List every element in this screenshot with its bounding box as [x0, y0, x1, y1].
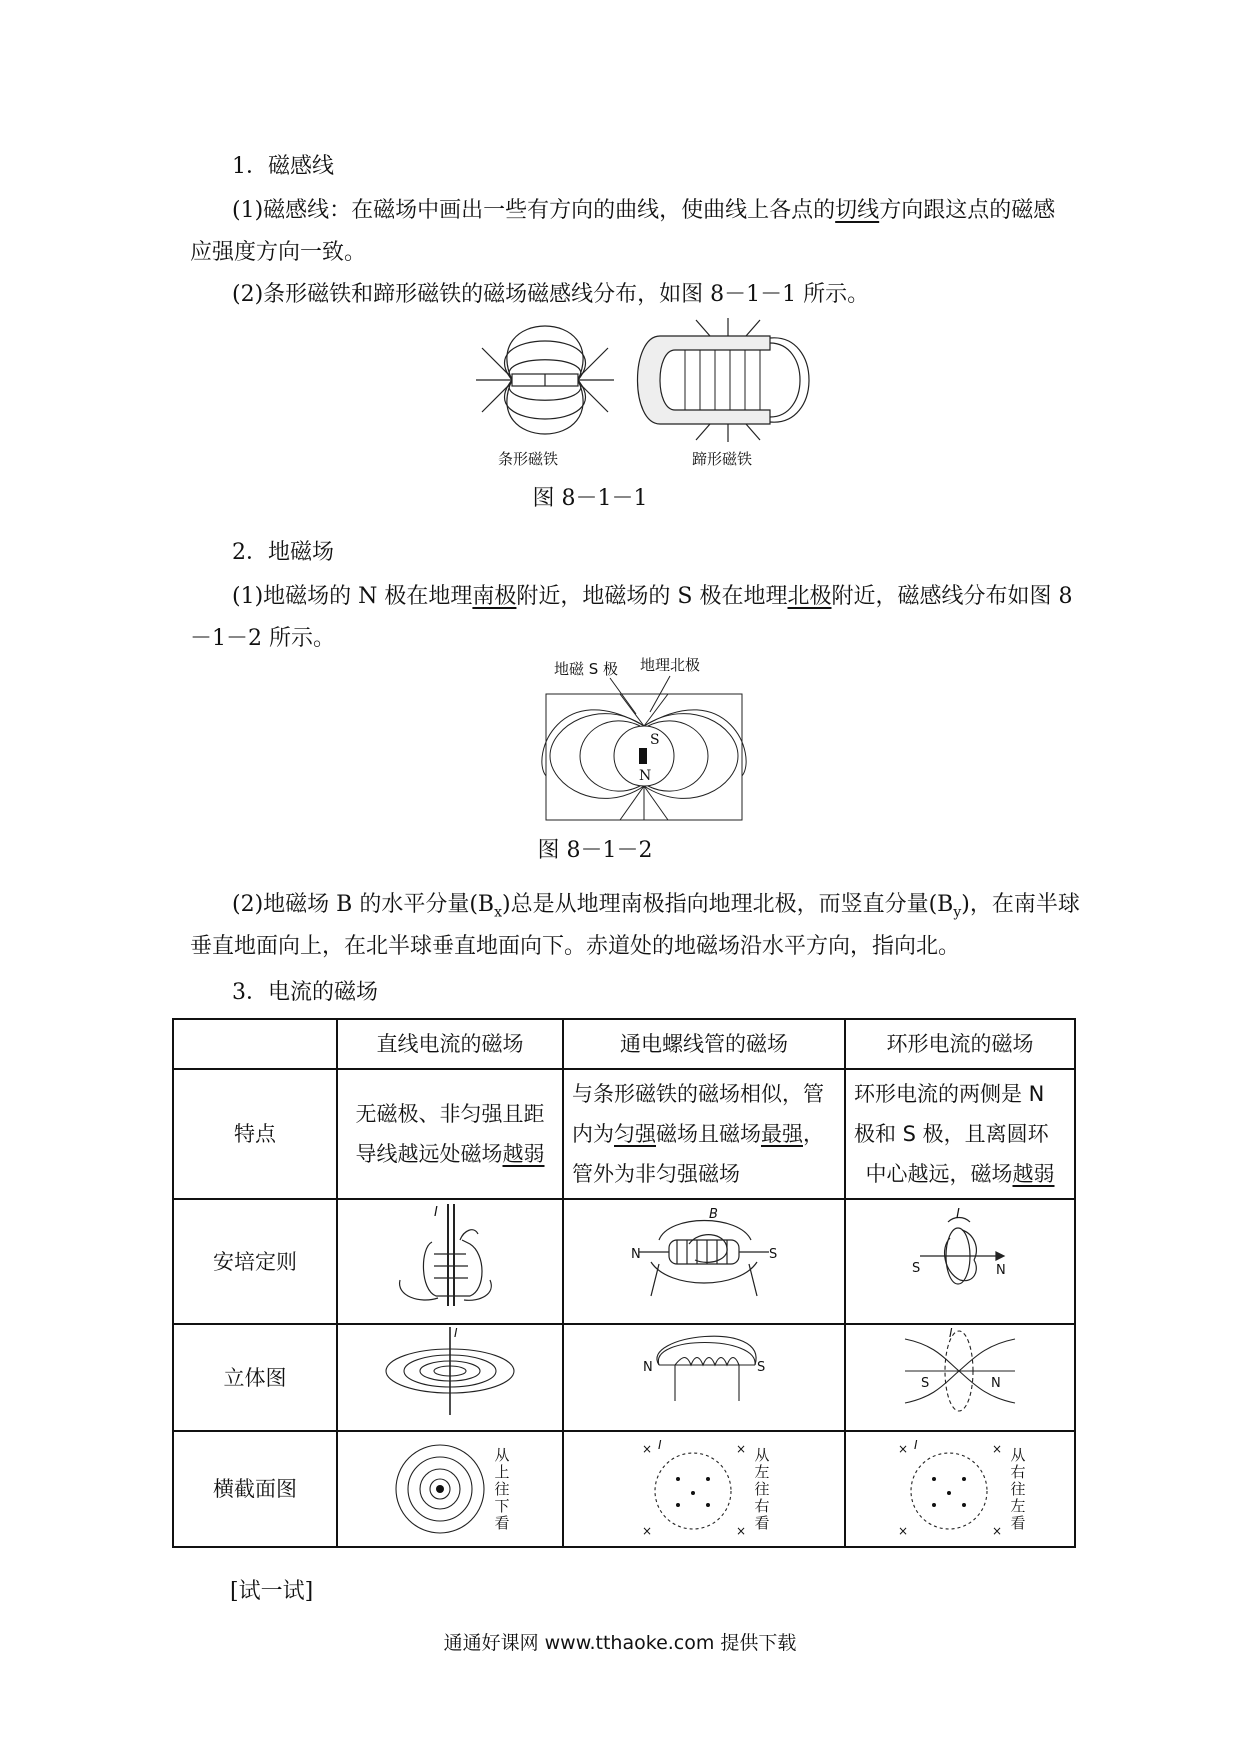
straight-wire-cross-section [390, 1439, 490, 1539]
fig-label-horseshoe-magnet: 蹄形磁铁 [692, 450, 753, 468]
section-1-paragraph-1: (1)磁感线：在磁场中画出一些有方向的曲线，使曲线上各点的切线方向跟这点的磁感 [232, 198, 1056, 223]
svg-text:×: × [736, 1442, 747, 1456]
svg-text:×: × [736, 1524, 747, 1538]
cell-stereo-loop [845, 1324, 1075, 1431]
cell-cross-straight [337, 1431, 563, 1547]
section-1-paragraph-1-cont: 应强度方向一致。 [190, 240, 367, 265]
row-label-cross-section: 横截面图 [173, 1431, 337, 1547]
page-footer: 通通好课网 www.tthaoke.com 提供下载 [443, 1632, 797, 1654]
svg-text:I: I [956, 1207, 960, 1222]
table-row-ampere [173, 1199, 1075, 1324]
solenoid-cross-section [638, 1439, 748, 1539]
table-header-straight: 直线电流的磁场 [337, 1019, 563, 1069]
note-right-left: 从 右 往 左 看 [1010, 1445, 1026, 1532]
right-hand-loop-icon [900, 1200, 1020, 1310]
solenoid-field-3d [629, 1325, 779, 1417]
figure-earth-magnetic-field [540, 656, 750, 824]
table-row-feature [173, 1069, 1075, 1199]
section-2-paragraph-1-cont: －1－2 所示。 [190, 626, 335, 651]
fig-label-geographic-north: 地理北极 [640, 656, 701, 674]
svg-text:I: I [914, 1439, 919, 1452]
svg-text:S: S [912, 1261, 921, 1276]
table-header-loop: 环形电流的磁场 [845, 1019, 1075, 1069]
svg-text:N: N [631, 1247, 641, 1262]
fig-label-bar-magnet: 条形磁铁 [498, 450, 559, 468]
section-2-paragraph-1: (1)地磁场的 N 极在地理南极附近，地磁场的 S 极在地理北极附近，磁感线分布如图 8 [232, 584, 1073, 609]
note-top-down: 从 上 往 下 看 [494, 1445, 510, 1532]
right-hand-straight-wire-icon [390, 1200, 510, 1310]
cell-cross-loop [845, 1431, 1075, 1547]
svg-text:×: × [992, 1442, 1003, 1456]
section-2-heading: 2．地磁场 [232, 540, 334, 565]
svg-text:×: × [642, 1442, 653, 1456]
table-row-stereo [173, 1324, 1075, 1431]
cell-ampere-loop [845, 1199, 1075, 1324]
try-it-label: [试一试] [230, 1579, 314, 1604]
svg-text:S: S [769, 1247, 778, 1262]
svg-text:I: I [454, 1326, 458, 1340]
loop-field-3d [895, 1325, 1025, 1417]
cell-feature-solenoid: 与条形磁铁的磁场相似，管 内为匀强磁场且磁场最强， 管外为非匀强磁场 [563, 1069, 845, 1199]
svg-text:N: N [996, 1263, 1006, 1278]
section-1-heading: 1．磁感线 [232, 154, 334, 179]
cell-stereo-straight [337, 1324, 563, 1431]
cell-ampere-straight [337, 1199, 563, 1324]
row-label-ampere: 安培定则 [173, 1199, 337, 1324]
svg-text:×: × [992, 1524, 1003, 1538]
figure-8-1-1-caption: 图 8－1－1 [532, 486, 648, 511]
svg-text:×: × [642, 1524, 653, 1538]
svg-text:N: N [643, 1360, 653, 1375]
row-label-feature: 特点 [173, 1069, 337, 1199]
figure-8-1-2-caption: 图 8－1－2 [537, 838, 653, 863]
loop-cross-section [894, 1439, 1004, 1539]
table-header-empty [173, 1019, 337, 1069]
cell-stereo-solenoid [563, 1324, 845, 1431]
table-row-cross-section [173, 1431, 1075, 1547]
cell-feature-loop: 环形电流的两侧是 N 极和 S 极，且离圆环 中心越远，磁场越弱 [845, 1069, 1075, 1199]
note-left-right: 从 左 往 右 看 [754, 1445, 770, 1532]
figure-magnet-field-lines [470, 318, 810, 468]
svg-text:N: N [991, 1376, 1001, 1391]
svg-text:×: × [898, 1524, 909, 1538]
fig-pole-n: N [639, 768, 652, 784]
svg-text:I: I [949, 1326, 953, 1340]
svg-text:S: S [921, 1376, 930, 1391]
straight-wire-field-3d [380, 1325, 520, 1417]
svg-text:×: × [898, 1442, 909, 1456]
row-label-stereo: 立体图 [173, 1324, 337, 1431]
section-2-paragraph-2: (2)地磁场 B 的水平分量$(B_x)$总是从地理南极指向地理北极，而竖直分量$(B_y)$，在南半球 [232, 892, 1080, 921]
section-1-paragraph-2: (2)条形磁铁和蹄形磁铁的磁场磁感线分布，如图 8－1－1 所示。 [232, 282, 870, 307]
fig-pole-s: S [650, 732, 660, 748]
svg-text:S: S [757, 1360, 766, 1375]
svg-text:I: I [658, 1439, 663, 1452]
cell-feature-straight: 无磁极、非匀强且距 导线越远处磁场越弱 [337, 1069, 563, 1199]
fig-label-geomagnetic-s: 地磁 S 极 [554, 660, 619, 678]
cell-ampere-solenoid [563, 1199, 845, 1324]
section-2-paragraph-2-cont: 垂直地面向上，在北半球垂直地面向下。赤道处的地磁场沿水平方向，指向北。 [190, 934, 961, 959]
section-3-heading: 3．电流的磁场 [232, 980, 378, 1005]
right-hand-solenoid-icon [629, 1200, 779, 1310]
svg-text:B: B [709, 1207, 718, 1222]
table-header-row [173, 1019, 1075, 1069]
current-magnetic-field-table [172, 1018, 1076, 1548]
svg-text:I: I [434, 1205, 438, 1220]
table-header-solenoid: 通电螺线管的磁场 [563, 1019, 845, 1069]
cell-cross-solenoid [563, 1431, 845, 1547]
